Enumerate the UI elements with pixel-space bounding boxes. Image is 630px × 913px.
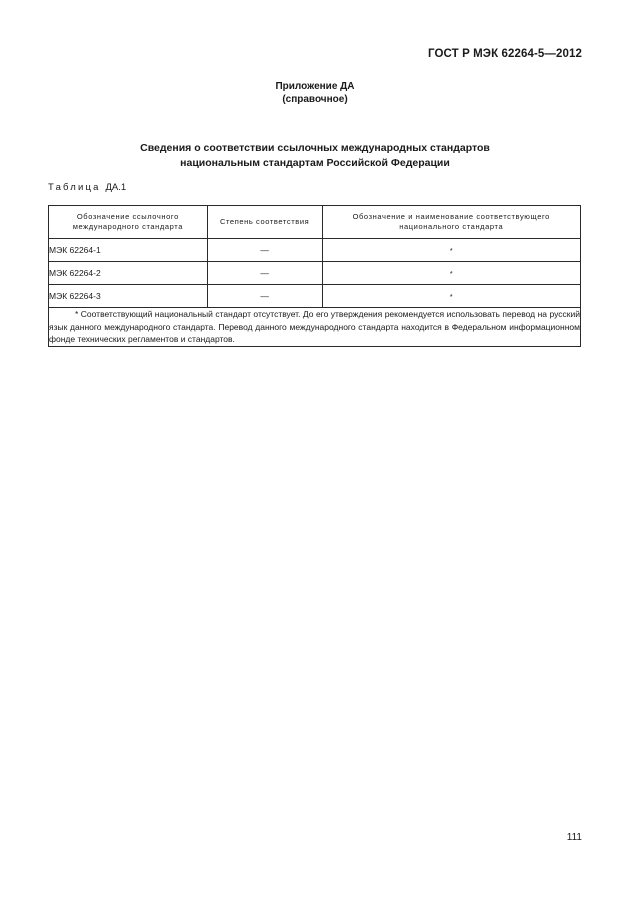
cell-national-standard: * [322, 239, 580, 262]
cell-national-standard: * [322, 285, 580, 308]
table-header-row [49, 206, 581, 239]
table-footnote-row [49, 308, 581, 347]
section-title-line-1: Сведения о соответствии ссылочных международных стандартов [140, 142, 490, 154]
header-reference-standard: Обозначение ссылочного международного стандарта [49, 206, 208, 239]
section-title [0, 141, 630, 171]
annex-subtitle: (справочное) [282, 94, 348, 105]
header-degree-of-correspondence: Степень соответствия [207, 206, 322, 239]
cell-reference-standard: МЭК 62264-3 [49, 285, 208, 308]
header-national-standard: Обозначение и наименование соответствующего национального стандарта [322, 206, 580, 239]
section-title-line-2: национальным стандартам Российской Федерации [180, 157, 450, 169]
cell-national-standard: * [322, 262, 580, 285]
cell-degree: — [207, 285, 322, 308]
table-caption-number: ДА.1 [105, 182, 127, 193]
table-row [49, 239, 581, 262]
table-footnote: * Соответствующий национальный стандарт отсутствует. До его утверждения рекомендуется использовать перевод на русский язык данного международного стандарта. Перевод данного международного стандарта находится в Федеральном информационном фонде технических регламентов и стандартов. [49, 309, 580, 344]
cell-degree: — [207, 239, 322, 262]
cell-reference-standard: МЭК 62264-1 [49, 239, 208, 262]
annex-title: Приложение ДА [275, 81, 355, 92]
table-caption [48, 182, 126, 193]
document-code: ГОСТ Р МЭК 62264-5—2012 [428, 48, 582, 60]
table-row [49, 285, 581, 308]
page-number: 111 [566, 832, 582, 843]
standards-correspondence-table [48, 205, 581, 347]
table-row [49, 262, 581, 285]
cell-degree: — [207, 262, 322, 285]
table-caption-label: Таблица [48, 182, 101, 193]
cell-reference-standard: МЭК 62264-2 [49, 262, 208, 285]
annex-heading [0, 80, 630, 106]
